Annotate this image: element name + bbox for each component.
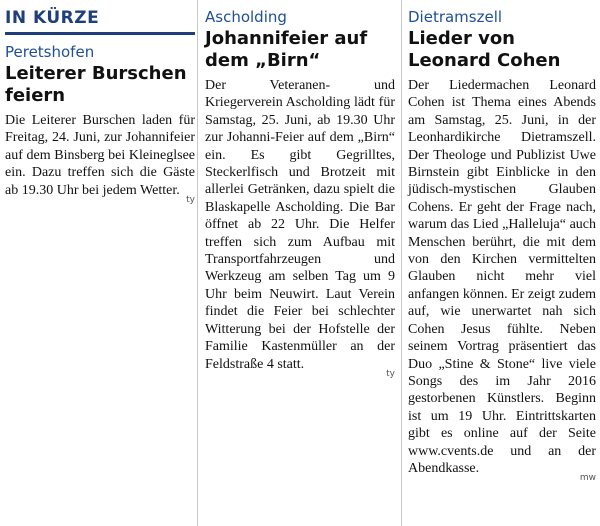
article-place: Ascholding: [205, 8, 287, 26]
article-body: Der Liedermachen Leonard Cohen ist Thema eines Abends am Samstag, 25. Juni, in der Leonhardikirche Dietramszell. Der Theologe und Publizist Uwe Birnstein gibt Einblicke in den jüdisch-mystischen Glauben Cohens. Er geht der Frage nach, warum das Lied „Halleluja“ auch Menschen berührt, die mit dem von den Kirchen vermittelten Glauben nicht mehr viel anfangen können. Er zeigt zudem auf, wie unerwartet nah sich Cohen Jesus fühlte. Neben seinem Vortrag präsentiert das Duo „Stine & Stone“ live viele Songs des im Jahr 2016 gestorbenen Künstlers. Beginn ist um 19 Uhr. Eintrittskarten gibt es online auf der Seite www.cvents.de und an der Abendkasse.: [408, 78, 596, 476]
article-place: Dietramszell: [408, 8, 503, 26]
article-headline: Leiterer Burschen feiern: [5, 63, 187, 106]
article-column-3: [408, 0, 596, 526]
section-underline: [5, 32, 195, 35]
author-initials: ty: [386, 368, 395, 379]
article-column-1: [5, 0, 195, 526]
article-body: Der Veteranen- und Kriegerverein Ascholding lädt für Samstag, 25. Juni, ab 19.30 Uhr zur Johanni-Feier auf dem „Birn“ ein. Es gibt Gegrilltes, Steckerlfisch und Brotzeit mit allerlei Getränken, dazu spielt die Blaskapelle Ascholding. Die Bar öffnet ab 22 Uhr. Die Helfer treffen sich zum Aufbau mit Transportfahrzeugen und Werkzeug am selben Tag um 9 Uhr beim Neuwirt. Laut Verein findet die Feier bei schlechter Witterung bei der Hofstelle der Familie Kastenmüller an der Feldstraße 4 statt.: [205, 78, 395, 372]
column-divider: [401, 0, 402, 526]
author-initials: ty: [186, 195, 195, 206]
article-body: Die Leiterer Burschen laden für Freitag, 24. Juni, zur Johannifeier auf dem Binsberg bei Kleineglsee ein. Dazu treffen sich die Gäste ab 19.30 Uhr bei jedem Wetter.: [5, 113, 195, 198]
author-initials: mw: [579, 473, 596, 484]
column-divider: [197, 0, 198, 526]
article-headline: Johannifeier auf dem „Birn“: [205, 28, 368, 71]
section-title: IN KÜRZE: [5, 8, 100, 28]
article-place: Peretshofen: [5, 43, 95, 61]
article-column-2: [205, 0, 395, 526]
article-headline: Lieder von Leonard Cohen: [408, 28, 561, 71]
